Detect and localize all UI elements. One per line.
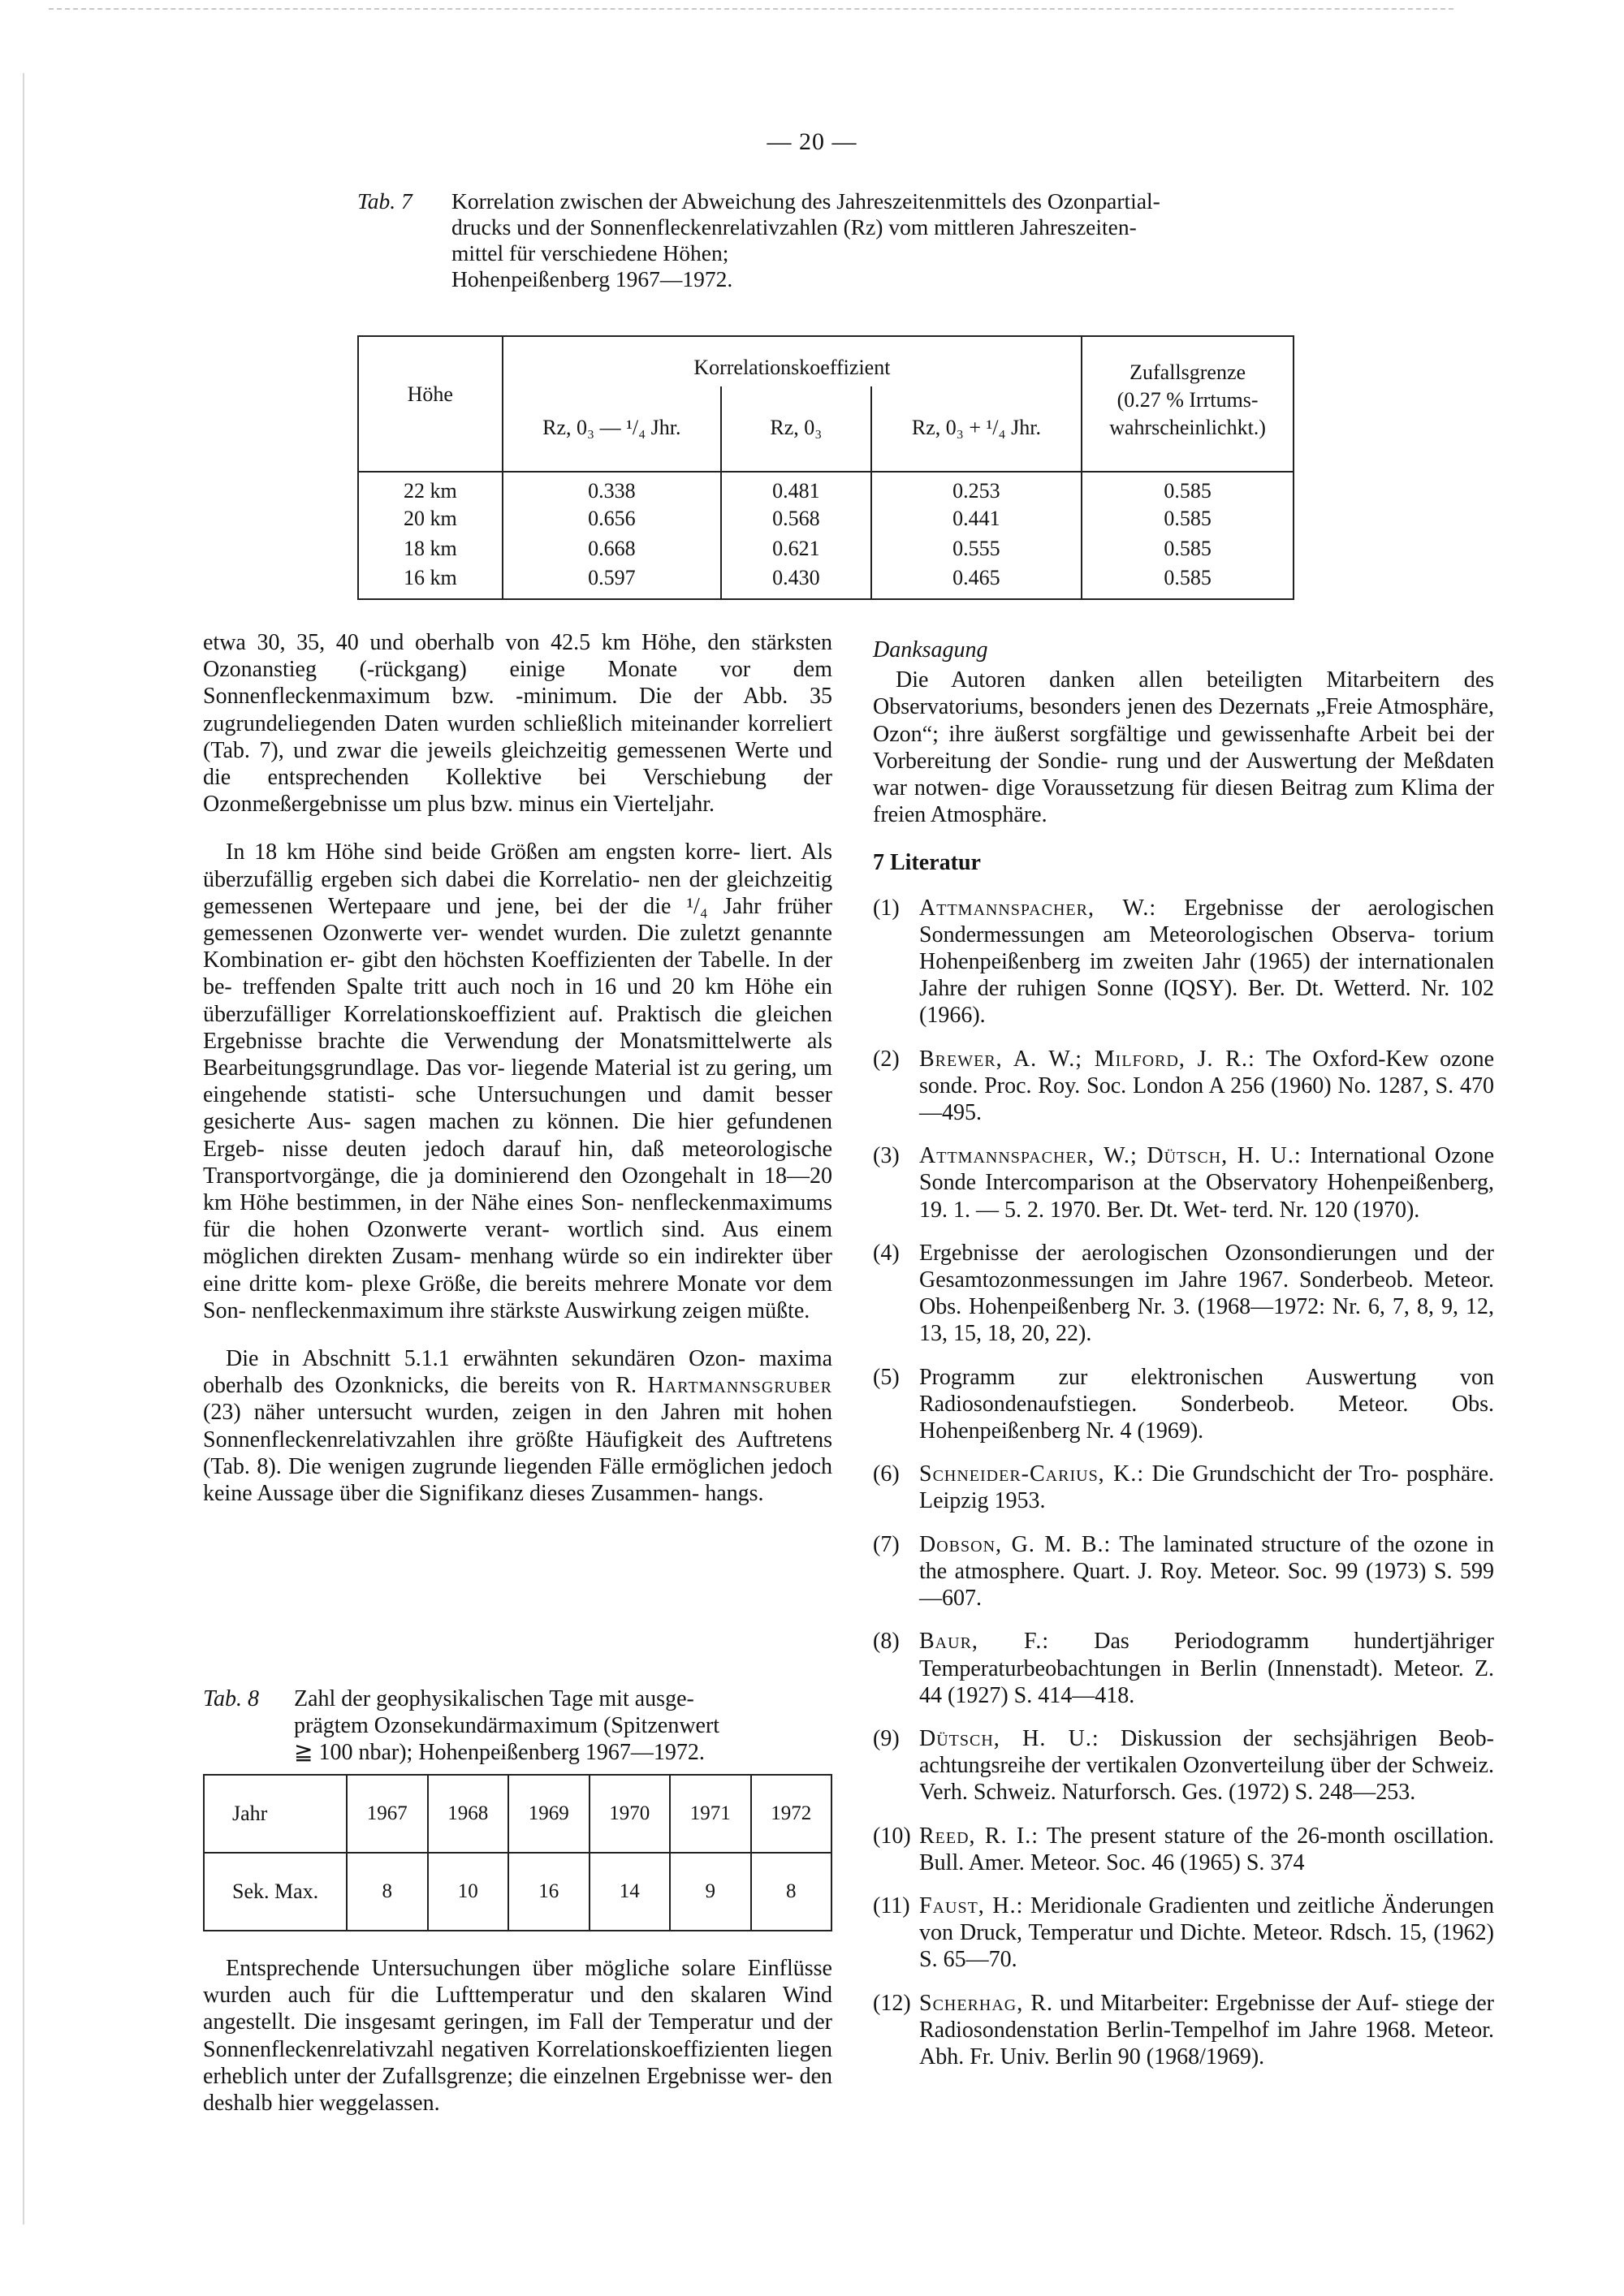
- text-line: maxima oberhalb des Ozonknicks, die bereits von R.: [203, 1346, 833, 1399]
- text-line: nisse deuten jedoch darauf hin, daß meteorologische: [282, 1136, 833, 1162]
- cell-year: 1967: [347, 1775, 428, 1853]
- reference-text: achtungsreihe der vertikalen Ozonverteilung über: [919, 1753, 1371, 1779]
- scan-border-top: [49, 8, 1453, 10]
- reference-author: Faust, H.:: [919, 1892, 1024, 1918]
- text-line: „Freie Atmosphäre, Ozon“; ihre äußerst sorgfältige und: [873, 694, 1494, 747]
- text-line: müßte.: [747, 1297, 810, 1323]
- reference-text: und der Gesamtozonmessungen im Jahre 1967.: [919, 1240, 1494, 1293]
- text-line: stärksten Ozonanstieg (-rückgang) einige Monate vor: [203, 630, 833, 683]
- text-line: treffenden Spalte tritt auch noch in 16 und 20 km Höhe: [242, 974, 794, 1000]
- text-line: nenfleckenmaximums für die hohen Ozonwerte verant-: [203, 1190, 833, 1243]
- text-line: Transportvorgänge, die ja dominierend den Ozongehalt: [203, 1163, 727, 1189]
- table-row: [358, 563, 1294, 599]
- reference-author: Dobson, G. M. B.:: [919, 1531, 1112, 1557]
- text-line: menhang würde so ein indirekter über eine dritte kom-: [203, 1244, 833, 1297]
- cell-value: 16: [508, 1853, 590, 1931]
- reference-text: Programm zur elektronischen Auswertung von: [919, 1364, 1494, 1390]
- cell-hoehe: 18 km: [358, 533, 503, 563]
- reference-item: [873, 1240, 1494, 1348]
- cell-value: 8: [751, 1853, 832, 1931]
- right-column: [873, 637, 1494, 2087]
- cell-value: 0.441: [871, 503, 1082, 533]
- text-line: dem Sonnenfleckenmaximum bzw. -minimum. Die der: [203, 657, 832, 710]
- text-line: sagen machen zu können. Die hier gefundenen Ergeb-: [203, 1109, 832, 1162]
- cell-year: 1971: [670, 1775, 751, 1853]
- text-line: freien Atmosphäre.: [873, 802, 1047, 828]
- danksagung-heading: Danksagung: [873, 637, 988, 662]
- text-line: (23) näher untersucht wurden, zeigen: [203, 1400, 572, 1426]
- reference-number: (9): [873, 1725, 900, 1751]
- reference-item: [873, 1823, 1494, 1876]
- text-line: die gleichen Ergebnisse brachte die Verwendung der: [203, 1001, 832, 1054]
- cell-hoehe: 20 km: [358, 503, 503, 533]
- left-column-lower: [203, 1955, 832, 2117]
- page-number: — 20 —: [767, 128, 857, 155]
- subheader-plus: Rz, 0₃ + ¹/₄ Jhr.: [871, 386, 1082, 451]
- reference-item: [873, 1461, 1494, 1514]
- reference-text: The laminated structure of the: [1111, 1531, 1406, 1557]
- subheader-simultan: [721, 386, 871, 451]
- text-line: plexe Größe, die bereits mehrere Monate vor dem Son-: [203, 1271, 832, 1323]
- reference-text: Diskussion der sechsjährigen Beob-: [1099, 1725, 1494, 1751]
- caption-line: Zahl der geophysikalischen Tage mit ausge-: [294, 1686, 694, 1711]
- reference-text: Radiosondenaufstiegen. Sonderbeob. Meteor. Obs.: [919, 1391, 1494, 1417]
- reference-text: International: [1301, 1143, 1427, 1169]
- table-row: [358, 533, 1294, 563]
- reference-item: [873, 1990, 1494, 2071]
- text-line: gibt den höchsten Koeffizienten der Tabelle. In der be-: [203, 947, 832, 1000]
- text-line: wenigen zugrunde liegenden Fälle ermöglichen jedoch: [328, 1453, 832, 1479]
- reference-item: [873, 1364, 1494, 1445]
- reference-number: (11): [873, 1892, 910, 1918]
- reference-number: (6): [873, 1461, 900, 1487]
- cell-hoehe: 22 km: [358, 472, 503, 503]
- reference-text: posphäre. Leipzig 1953.: [919, 1461, 1495, 1514]
- text-line: miteinander korreliert (Tab. 7), und zwar die jeweils: [203, 710, 832, 763]
- tab8-caption: [203, 1685, 844, 1767]
- reference-text: Hohenpeißenberg, 19. 1. — 5. 2. 1970. Ber. Dt. Wet-: [919, 1170, 1494, 1223]
- tab7-table: [357, 335, 1294, 600]
- row-label-sek-max: Sek. Max.: [204, 1853, 347, 1931]
- text-line: In 18 km Höhe sind beide Größen am engsten korre-: [226, 839, 741, 865]
- cell-value: 0.338: [503, 472, 721, 503]
- reference-text: Meteor. Z. 44 (1927) S. 414—418.: [919, 1655, 1494, 1708]
- text-line: gewissenhafte Arbeit bei der Vorbereitung der Sondie-: [873, 721, 1494, 774]
- text-line: liegende Material ist zu gering, um eingehende statisti-: [203, 1055, 832, 1108]
- reference-text: Hohenpeißenberg Nr. 4 (1969).: [919, 1418, 1204, 1444]
- text-line: hangs.: [705, 1481, 764, 1507]
- text-line: liert. Als überzufällig ergeben sich dabei die Korrelatio-: [203, 839, 832, 892]
- text-line: gleichzeitig gemessenen Werte und die entsprechenden: [203, 737, 832, 791]
- table-row: [204, 1775, 831, 1853]
- danksagung-text: [873, 667, 1494, 828]
- left-column: [203, 629, 832, 1507]
- reference-text: The Oxford-Kew: [1255, 1046, 1429, 1072]
- reference-text: oscillation. Bull. Amer. Meteor. Soc. 46 (1965) S.: [919, 1823, 1494, 1875]
- cell-year: 1969: [508, 1775, 590, 1853]
- reference-number: (10): [873, 1823, 911, 1849]
- reference-item: [873, 1628, 1494, 1709]
- cell-year: 1970: [590, 1775, 671, 1853]
- text-line: Kollektive bei Verschiebung der Ozonmeßergebnisse um: [203, 765, 833, 818]
- cell-value: 14: [590, 1853, 671, 1931]
- cell-value: 0.668: [503, 533, 721, 563]
- cell-value: 9: [670, 1853, 751, 1931]
- text-line: keine Aussage über die Signifikanz dieses Zusammen-: [203, 1481, 700, 1507]
- reference-author: Scherhag, R.: [919, 1990, 1054, 2016]
- reference-text: (IQSY). Ber. Dt. Wetterd. Nr. 102 (1966).: [919, 976, 1495, 1029]
- reference-item: [873, 1725, 1494, 1806]
- reference-author: Brewer, A. W.; Milford, J. R.:: [919, 1046, 1255, 1072]
- reference-text: Temperaturbeobachtungen in Berlin (Innenstadt).: [919, 1655, 1384, 1681]
- header-line: (0.27 % Irrtums-: [1116, 387, 1259, 412]
- reference-author: Attmannspacher, W.; Dütsch, H. U.:: [919, 1143, 1302, 1169]
- cell-value: 8: [347, 1853, 428, 1931]
- reference-text: terd. Nr. 120 (1970).: [1233, 1197, 1420, 1223]
- text-line: Einflüsse wurden auch für die Lufttemperatur und den: [203, 1956, 832, 2009]
- reference-author: Baur, F.:: [919, 1629, 1050, 1655]
- text-line: Die Autoren danken allen beteiligten Mitarbeitern: [896, 667, 1440, 693]
- cell-zufallsgrenze: 0.585: [1164, 506, 1212, 530]
- reference-number: (5): [873, 1364, 900, 1390]
- reference-text: Ergebnisse der aerologischen Ozonsondierungen: [919, 1240, 1397, 1266]
- cell-hoehe: 16 km: [358, 563, 503, 599]
- header-line: Zufallsgrenze: [1129, 360, 1246, 384]
- header-hoehe: Höhe: [358, 336, 503, 451]
- tab8-label: Tab. 8: [203, 1686, 260, 1711]
- text-line: Fall der Temperatur und der Sonnenfleckenrelativzahl: [203, 2009, 832, 2062]
- reference-text: und Mitarbeiter: Ergebnisse der Auf-: [1053, 1990, 1399, 2016]
- reference-text: Meteor. Rdsch. 15, (1962) S. 65—70.: [919, 1920, 1495, 1973]
- tab7-label: Tab. 7: [357, 188, 412, 214]
- cell-value: 0.656: [503, 503, 721, 533]
- text-line: unter der Zufallsgrenze; die einzelnen Ergebnisse wer-: [293, 2063, 793, 2089]
- text-line: wendet wurden. Die zuletzt genannte Kombination er-: [203, 921, 832, 973]
- text-line: den deshalb hier weggelassen.: [203, 2063, 833, 2117]
- reference-author: Dütsch, H. U.:: [919, 1725, 1099, 1751]
- text-line: plus bzw. minus ein Vierteljahr.: [427, 792, 715, 818]
- tab7-caption-text: [451, 188, 1328, 292]
- cell-value: 0.253: [871, 472, 1082, 503]
- reference-list: [873, 895, 1494, 2071]
- literatur-heading: 7 Literatur: [873, 850, 981, 876]
- cell-value: 0.597: [503, 563, 721, 599]
- reference-text: (1968/1969).: [1146, 2044, 1265, 2069]
- tab7-caption: [357, 188, 1332, 294]
- text-line: rung und der Auswertung der Meßdaten war notwen-: [873, 748, 1494, 801]
- row-label-jahr: Jahr: [204, 1775, 347, 1853]
- text-line: Entsprechende Untersuchungen über mögliche solare: [226, 1956, 736, 1981]
- text-line: in den Jahren mit hohen Sonnenfleckenrelativzahlen: [203, 1400, 833, 1452]
- table-row: [358, 472, 1294, 503]
- cell-value: 0.481: [721, 472, 871, 503]
- paragraph-3: [203, 1345, 832, 1507]
- reference-number: (2): [873, 1046, 900, 1072]
- subheader-minus: Rz, 0₃ — ¹/₄ Jhr.: [503, 386, 721, 451]
- reference-number: (8): [873, 1629, 900, 1655]
- cell-value: 0.568: [721, 503, 871, 533]
- text-line: sche Untersuchungen und damit besser gesicherte Aus-: [203, 1082, 833, 1135]
- reference-text: (1968—1972: Nr. 6, 7, 8, 9, 12, 13, 15, 18, 20, 22).: [919, 1294, 1494, 1347]
- reference-text: Ozone Sonde Intercomparison at the Observatory: [919, 1143, 1494, 1196]
- paragraph-2: [203, 839, 832, 1324]
- reference-text: The present stature of the 26-month: [1039, 1823, 1385, 1849]
- reference-text: Soc. 99 (1973) S. 599—607.: [919, 1558, 1494, 1612]
- text-line: etwa 30, 35, 40 und oberhalb von 42.5 km Höhe, den: [203, 630, 741, 655]
- text-line: nen der gleichzeitig gemessenen Wertepaare und jene,: [203, 866, 832, 919]
- reference-item: [873, 1531, 1494, 1612]
- reference-number: (1): [873, 895, 900, 921]
- cell-value: 0.430: [721, 563, 871, 599]
- reference-text: im Jahre 1968. Meteor. Abh. Fr. Univ. Berlin 90: [919, 2017, 1494, 2069]
- cell-zufallsgrenze: 0.585: [1164, 536, 1212, 560]
- reference-author: Reed, R. I.:: [919, 1823, 1039, 1849]
- text-line: nenfleckenmaximum ihre stärkste Auswirkung zeigen: [251, 1297, 742, 1323]
- text-line: Die in Abschnitt 5.1.1 erwähnten sekundären Ozon-: [226, 1346, 746, 1372]
- reference-text: Meridionale Gradienten und zeitliche: [1023, 1892, 1375, 1918]
- text-line: ihre größte Häufigkeit des Auftretens (Tab. 8). Die: [203, 1426, 833, 1479]
- cell-year: 1972: [751, 1775, 832, 1853]
- reference-number: (12): [873, 1990, 911, 2016]
- text-line: wortlich sind. Aus einem möglichen direkten Zusam-: [203, 1217, 832, 1270]
- text-line: Monatsmittelwerte als Bearbeitungsgrundlage. Das vor-: [203, 1028, 833, 1081]
- text-line: dige Voraussetzung für diesen Beitrag zum Klima der: [996, 775, 1494, 801]
- reference-text: der internationalen Jahre der ruhigen Sonne: [919, 949, 1494, 1002]
- reference-text: torium Hohenpeißenberg im zweiten Jahr (1965): [919, 921, 1495, 975]
- scan-border-left: [23, 73, 24, 2225]
- reference-text: Sondermessungen am Meteorologischen Observa-: [919, 921, 1415, 947]
- caption-line: Korrelation zwischen der Abweichung des Jahreszeitenmittels des Ozonpartial-: [451, 188, 1160, 214]
- cell-value: 0.465: [871, 563, 1082, 599]
- header-korrelationskoeffizient: Korrelationskoeffizient: [503, 336, 1082, 386]
- reference-text: No. 1287, S. 470—495.: [919, 1072, 1495, 1126]
- reference-text: Die Grundschicht der Tro-: [1144, 1461, 1399, 1487]
- author-name: Hartmannsgruber: [647, 1373, 832, 1399]
- text-line: bei der die ¹/₄ Jahr früher gemessenen Ozonwerte ver-: [203, 893, 833, 947]
- reference-text: Sonderbeob. Meteor. Obs. Hohenpeißenberg Nr. 3.: [919, 1267, 1494, 1320]
- caption-line: mittel für verschiedene Höhen;: [451, 240, 729, 265]
- table-row: [358, 503, 1294, 533]
- reference-text: (1972) S. 248—253.: [1229, 1780, 1416, 1806]
- text-line: ein überzufälliger Korrelationskoeffizient auf. Praktisch: [203, 974, 832, 1027]
- reference-text: der Schweiz. Verh. Schweiz. Naturforsch. Ges.: [919, 1753, 1495, 1806]
- reference-item: [873, 895, 1494, 1029]
- tab8-caption-text: [294, 1685, 846, 1766]
- reference-text: Ergebnisse der aerologischen: [1156, 895, 1494, 921]
- tab8-table: [203, 1774, 832, 1931]
- caption-line: drucks und der Sonnenfleckenrelativzahlen (Rz) vom mittleren Jahreszeiten-: [451, 214, 1137, 240]
- subheader-simultan-text: Rz, 0₃: [770, 416, 823, 439]
- reference-text: ozone sonde. Proc. Roy. Soc. London A 256 (1960): [919, 1046, 1495, 1098]
- reference-item: [873, 1142, 1494, 1224]
- text-line: in 18—20 km Höhe bestimmen, in der Nähe eines Son-: [203, 1163, 833, 1216]
- cell-year: 1968: [428, 1775, 509, 1853]
- reference-text: ozone in the atmosphere. Quart. J. Roy. Meteor.: [919, 1531, 1495, 1584]
- reference-item: [873, 1046, 1494, 1127]
- text-line: des Observatoriums, besonders jenen des Dezernats: [873, 667, 1495, 720]
- paragraph-1: [203, 629, 832, 818]
- table-row: [204, 1853, 831, 1931]
- header-line: wahrscheinlichkt.): [1109, 415, 1266, 439]
- header-zufallsgrenze: [1082, 336, 1294, 451]
- reference-text: Änderungen von Druck, Temperatur und Dichte.: [919, 1892, 1494, 1946]
- caption-line: Hohenpeißenberg 1967—1972.: [451, 266, 733, 291]
- reference-number: (4): [873, 1240, 900, 1266]
- cell-zufallsgrenze: 0.585: [1164, 565, 1212, 589]
- reference-author: Attmannspacher, W.:: [919, 895, 1157, 921]
- cell-value: 0.621: [721, 533, 871, 563]
- paragraph-4: [203, 1955, 832, 2117]
- text-line: negativen Korrelationskoeffizienten liegen erheblich: [203, 2036, 833, 2089]
- text-line: skalaren Wind angestellt. Die insgesamt geringen, im: [203, 1983, 833, 2035]
- reference-author: Schneider-Carius, K.:: [919, 1461, 1145, 1487]
- reference-item: [873, 1892, 1494, 1974]
- reference-text: 374: [1270, 1849, 1305, 1875]
- text-line: Abb. 35 zugrundeliegenden Daten wurden schließlich: [203, 684, 832, 736]
- caption-line: prägtem Ozonsekundärmaximum (Spitzenwert: [294, 1713, 720, 1738]
- reference-text: Das Periodogramm hundertjähriger: [1049, 1629, 1494, 1655]
- reference-text: stiege der Radiosondenstation Berlin-Tempelhof: [919, 1990, 1494, 2043]
- cell-value: 0.555: [871, 533, 1082, 563]
- cell-value: 10: [428, 1853, 509, 1931]
- caption-line: ≧ 100 nbar); Hohenpeißenberg 1967—1972.: [294, 1740, 705, 1765]
- cell-zufallsgrenze: 0.585: [1164, 479, 1212, 503]
- reference-number: (7): [873, 1531, 900, 1557]
- reference-number: (3): [873, 1143, 900, 1169]
